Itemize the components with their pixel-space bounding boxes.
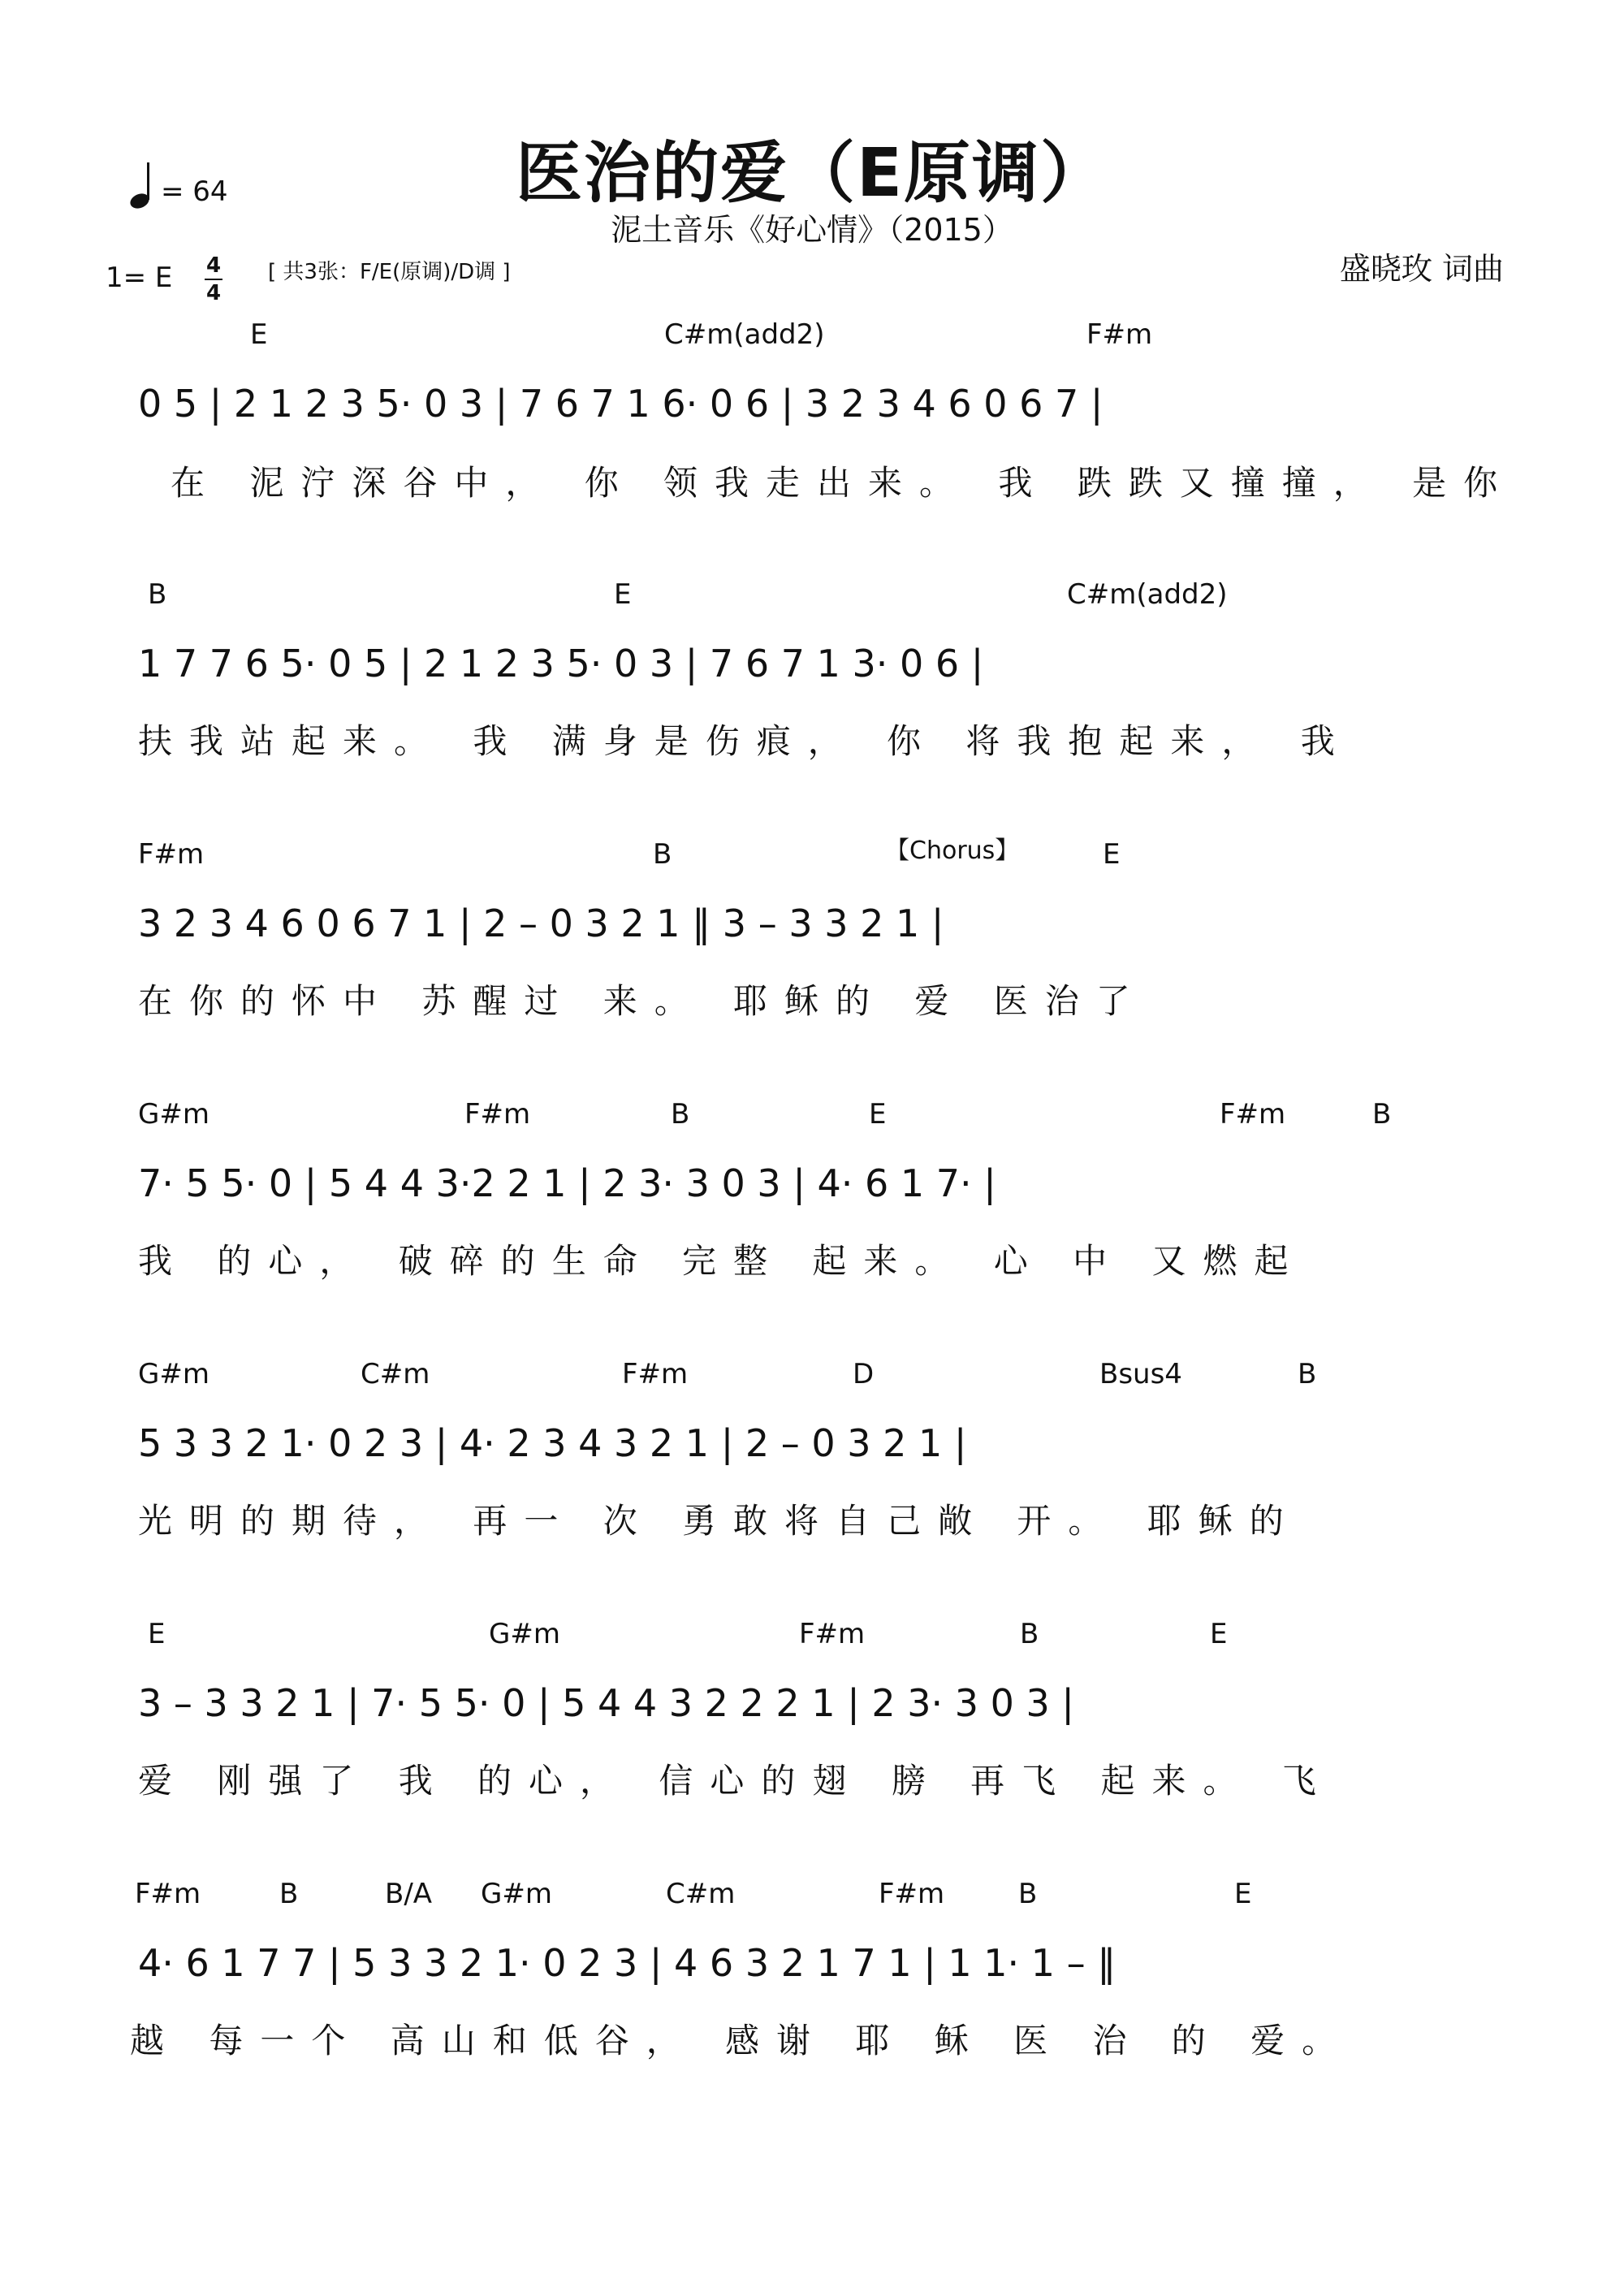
chord-symbol: C#m xyxy=(361,1358,430,1390)
chord-symbol: F#m xyxy=(135,1878,201,1910)
chord-symbol: F#m xyxy=(464,1098,531,1131)
lyric-line: 光明的期待， 再一 次 勇敢将自己敞 开。 耶稣的 xyxy=(138,1501,1301,1541)
lyric-line: 爱 刚强了 我 的心， 信心的翅 膀 再飞 起来。 飞 xyxy=(138,1761,1333,1801)
time-signature xyxy=(205,253,222,305)
chord-symbol: F#m xyxy=(622,1358,689,1390)
lyric-line: 在你的怀中 苏醒过 来。 耶稣的 爱 医治了 xyxy=(138,981,1147,1021)
key-signature: 1= E xyxy=(106,262,173,294)
versions-note: [ 共3张：F/E(原调)/D调 ] xyxy=(268,260,511,284)
section-label: 【Chorus】 xyxy=(885,837,1020,865)
chord-symbol: D xyxy=(853,1358,875,1390)
chord-symbol: G#m xyxy=(489,1618,560,1650)
tempo-value: = 64 xyxy=(161,175,228,208)
tempo-marking xyxy=(130,162,228,208)
chord-symbol: B xyxy=(279,1878,299,1910)
chord-symbol: G#m xyxy=(481,1878,552,1910)
chord-symbol: G#m xyxy=(138,1358,209,1390)
chord-symbol: B xyxy=(1018,1878,1038,1910)
chord-symbol: E xyxy=(250,318,268,351)
chord-symbol: E xyxy=(869,1098,887,1131)
page-title: 医治的爱（E原调） xyxy=(515,135,1108,212)
chord-symbol: B xyxy=(671,1098,690,1131)
notation-line: 7· 5 5· 0 | 5 4 4 3·2 2 1 | 2 3· 3 0 3 | 4· 6 1 7· | xyxy=(138,1161,996,1205)
chord-symbol: E xyxy=(1210,1618,1228,1650)
notation-line: 5 3 3 2 1· 0 2 3 | 4· 2 3 4 3 2 1 | 2 – 0 3 2 1 | xyxy=(138,1421,967,1465)
chord-symbol: B/A xyxy=(385,1878,433,1910)
notation-line: 0 5 | 2 1 2 3 5· 0 3 | 7 6 7 1 6· 0 6 | 3 2 3 4 6 0 6 7 | xyxy=(138,382,1104,426)
quarter-note-icon xyxy=(130,162,151,208)
notation-line: 1 7 7 6 5· 0 5 | 2 1 2 3 5· 0 3 | 7 6 7 1 3· 0 6 | xyxy=(138,642,984,685)
lyric-line: 扶我站起来。 我 满身是伤痕， 你 将我抱起来， 我 xyxy=(138,721,1352,761)
chord-symbol: B xyxy=(1020,1618,1039,1650)
time-signature-top: 4 xyxy=(205,253,222,278)
chord-symbol: G#m xyxy=(138,1098,209,1131)
notation-line: 3 2 3 4 6 0 6 7 1 | 2 – 0 3 2 1 ‖ 3 – 3 3 2 1 | xyxy=(138,902,944,945)
page-subtitle: 泥土音乐《好心情》（2015） xyxy=(611,212,1013,248)
lyric-line: 越 每一个 高山和低谷， 感谢 耶 稣 医 治 的 爱。 xyxy=(130,2021,1354,2060)
chord-symbol: B xyxy=(148,578,167,611)
chord-symbol: F#m xyxy=(879,1878,945,1910)
notation-line: 3 – 3 3 2 1 | 7· 5 5· 0 | 5 4 4 3 2 2 2 1 | 2 3· 3 0 3 | xyxy=(138,1681,1074,1725)
chord-symbol: E xyxy=(1234,1878,1252,1910)
chord-symbol: B xyxy=(1372,1098,1392,1131)
chord-symbol: F#m xyxy=(799,1618,866,1650)
chord-symbol: C#m(add2) xyxy=(664,318,825,351)
chord-symbol: E xyxy=(148,1618,166,1650)
chord-symbol: C#m(add2) xyxy=(1067,578,1228,611)
chord-symbol: E xyxy=(614,578,632,611)
composer-credit: 盛晓玫 词曲 xyxy=(1339,251,1504,287)
chord-symbol: C#m xyxy=(666,1878,736,1910)
chord-symbol: F#m xyxy=(1220,1098,1286,1131)
chord-symbol: E xyxy=(1103,838,1121,871)
lyric-line: 在 泥泞深谷中， 你 领我走出来。 我 跌跌又撞撞， 是你 xyxy=(171,463,1515,503)
chord-symbol: F#m xyxy=(138,838,205,871)
lyric-line: 我 的心， 破碎的生命 完整 起来。 心 中 又燃起 xyxy=(138,1241,1306,1281)
chord-symbol: Bsus4 xyxy=(1099,1358,1182,1390)
chord-symbol: B xyxy=(1298,1358,1317,1390)
time-signature-bottom: 4 xyxy=(205,281,222,305)
chord-symbol: F#m xyxy=(1086,318,1153,351)
chord-symbol: B xyxy=(653,838,672,871)
notation-line: 4· 6 1 7 7 | 5 3 3 2 1· 0 2 3 | 4 6 3 2 1 7 1 | 1 1· 1 – ‖ xyxy=(138,1941,1116,1985)
